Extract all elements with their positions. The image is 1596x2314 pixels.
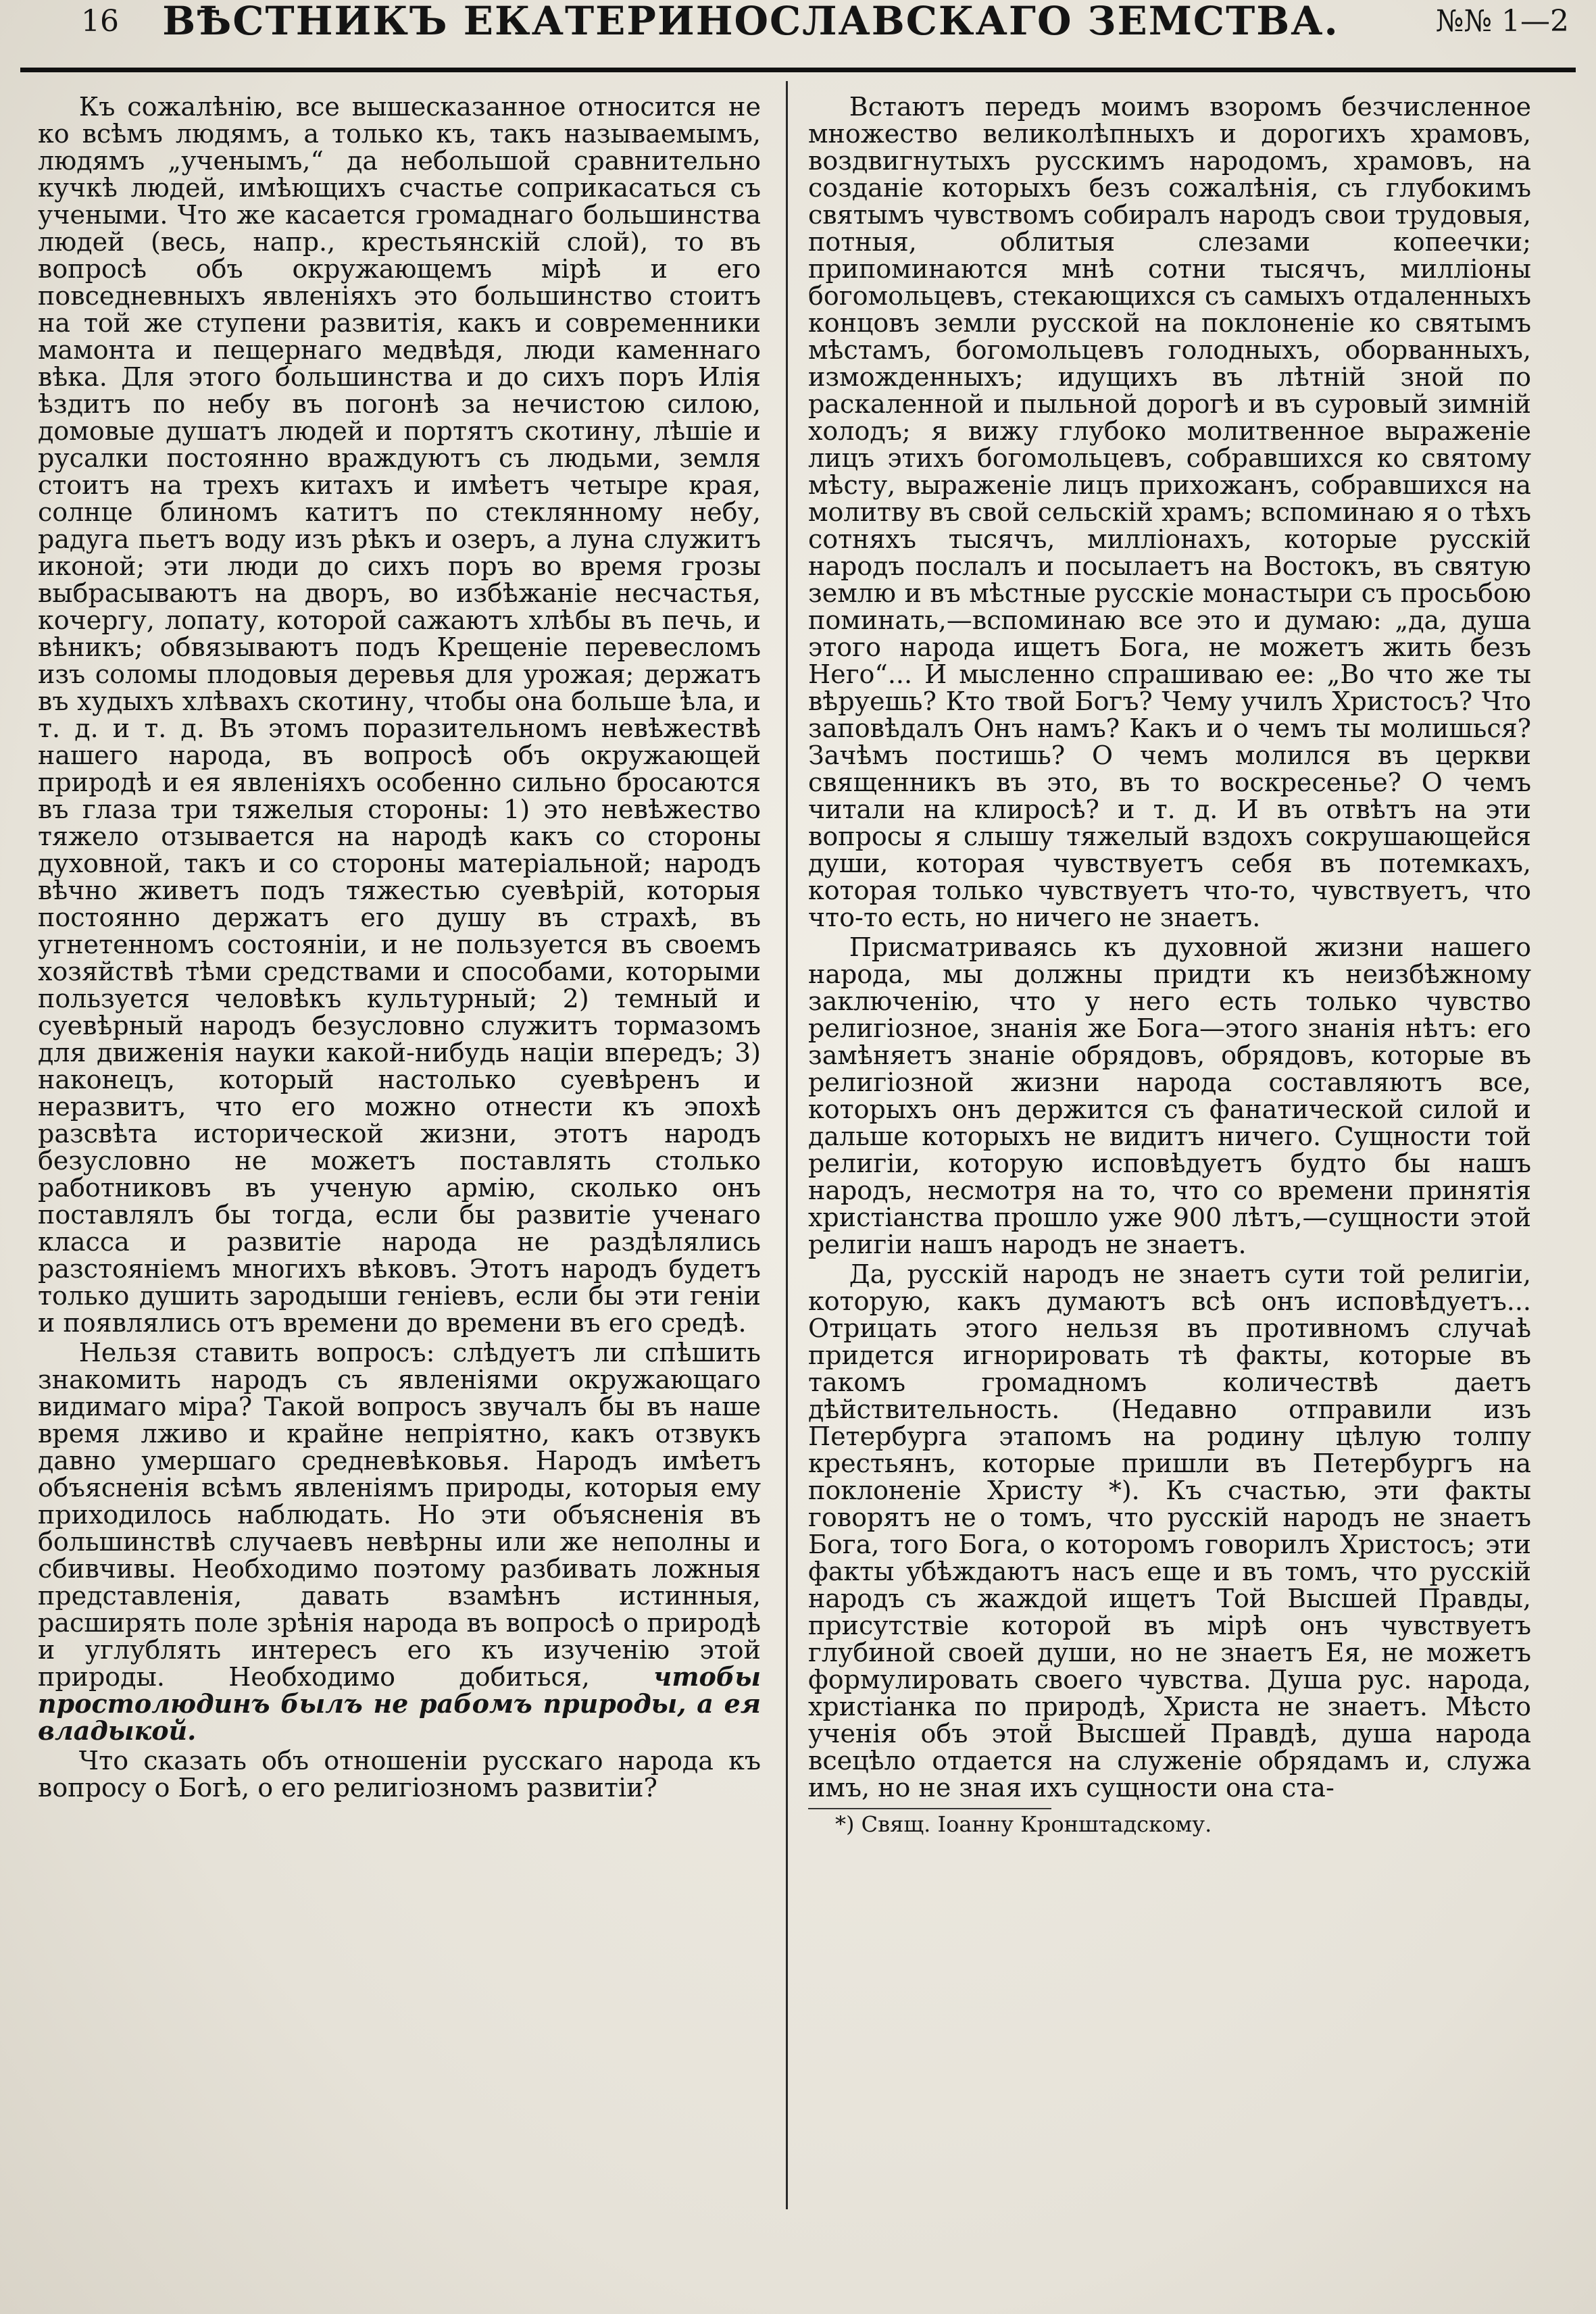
- right-column: [808, 93, 1531, 2289]
- left-paragraph-1: Къ сожалѣнію, все вышесказанное относится не ко всѣмъ людямъ, а только къ, такъ называемымъ, людямъ „ученымъ,“ да небольшой сравнительно кучкѣ людей, имѣющихъ счастье соприкасаться съ учеными. Что же касается громаднаго большинства людей (весь, напр., крестьянскій слой), то въ вопросѣ объ окружающемъ мірѣ и его повседневныхъ явленіяхъ это большинство стоитъ на той же ступени развитія, какъ и современники мамонта и пещернаго медвѣдя, люди каменнаго вѣка. Для этого большинства и до сихъ поръ Илія ѣздитъ по небу въ погонѣ за нечистою силою, домовые душатъ людей и портятъ скотину, лѣшіе и русалки постоянно враждуютъ съ людьми, земля стоитъ на трехъ китахъ и имѣетъ четыре края, солнце блиномъ катитъ по стеклянному небу, радуга пьетъ воду изъ рѣкъ и озеръ, а луна служитъ иконой; эти люди до сихъ поръ во время грозы выбрасываютъ на дворъ, во избѣжаніе несчастья, кочергу, лопату, которой сажаютъ хлѣбы въ печь, и вѣникъ; обвязываютъ подъ Крещеніе перевесломъ изъ соломы плодовыя деревья для урожая; держатъ въ худыхъ хлѣвахъ скотину, чтобы она больше ѣла, и т. д. и т. д. Въ этомъ поразительномъ невѣжествѣ нашего народа, въ вопросѣ объ окружающей природѣ и ея явленіяхъ особенно сильно бросаются въ глаза три тяжелыя стороны: 1) это невѣжество тяжело отзывается на народѣ какъ со стороны духовной, такъ и со стороны матеріальной; народъ вѣчно живетъ подъ тяжестью суевѣрій, которыя постоянно держатъ его душу въ страхѣ, въ угнетенномъ состояніи, и не пользуется въ своемъ хозяйствѣ тѣми средствами и способами, которыми пользуется человѣкъ культурный; 2) темный и суевѣрный народъ безусловно служитъ тормазомъ для движенія науки какой-нибудь націи впередъ; 3) наконецъ, который настолько суевѣренъ и неразвитъ, что его можно отнести къ эпохѣ разсвѣта исторической жизни, этотъ народъ безусловно не можетъ поставлять столько работниковъ въ ученую армію, сколько онъ поставлялъ бы тогда, если бы развитіе ученаго класса и развитіе народа не раздѣлялись разстояніемъ многихъ вѣковъ. Этотъ народъ будетъ только душить зародыши геніевъ, если бы эти геніи и появлялись отъ времени до времени въ его средѣ.: [38, 93, 761, 1338]
- column-divider: [786, 81, 788, 2209]
- page-header: [81, 0, 1569, 42]
- journal-title: ВѢСТНИКЪ ЕКАТЕРИНОСЛАВСКАГО ЗЕМСТВА.: [162, 0, 1339, 44]
- left-paragraph-2: [38, 1339, 761, 1744]
- right-paragraph-1: Встаютъ передъ моимъ взоромъ безчисленное множество великолѣпныхъ и дорогихъ храмовъ, воздвигнутыхъ русскимъ народомъ, храмовъ, на созданіе которыхъ безъ сожалѣнія, съ глубокимъ святымъ чувствомъ собиралъ народъ свои трудовыя, потныя, облитыя слезами копеечки; припоминаются мнѣ сотни тысячъ, милліоны богомольцевъ, стекающихся съ самыхъ отдаленныхъ концовъ земли русской на поклоненіе ко святымъ мѣстамъ, богомольцевъ голодныхъ, оборванныхъ, изможденныхъ; идущихъ въ лѣтній зной по раскаленной и пыльной дорогѣ и въ суровый зимній холодъ; я вижу глубоко молитвенное выраженіе лицъ этихъ богомольцевъ, собравшихся ко святому мѣсту, выраженіе лицъ прихожанъ, собравшихся на молитву въ свой сельскій храмъ; вспоминаю я о тѣхъ сотняхъ тысячъ, милліонахъ, которые русскій народъ послалъ и посылаетъ на Востокъ, въ святую землю и въ мѣстные русскіе монастыри съ просьбою поминать,—вспоминаю все это и думаю: „да, душа этого народа ищетъ Бога, не можетъ жить безъ Него“... И мысленно спрашиваю ее: „Во что же ты вѣруешь? Кто твой Богъ? Чему училъ Христосъ? Что заповѣдалъ Онъ намъ? Какъ и о чемъ ты молишься? Зачѣмъ постишь? О чемъ молился въ церкви священникъ въ это, въ то воскресенье? О чемъ читали на клиросѣ? и т. д. И въ отвѣтъ на эти вопросы я слышу тяжелый вздохъ сокрушающейся души, которая чувствуетъ себя въ потемкахъ, которая только чувствуетъ что-то, чувствуетъ, что что-то есть, но ничего не знаетъ.: [808, 93, 1531, 932]
- issue-number: №№ 1—2: [1435, 3, 1569, 39]
- right-paragraph-2: Присматриваясь къ духовной жизни нашего народа, мы должны придти къ неизбѣжному заключенію, что у него есть только чувство религіозное, знанія же Бога—этого знанія нѣтъ: его замѣняетъ знаніе обрядовъ, обрядовъ, которые въ религіозной жизни народа составляютъ все, которыхъ онъ держится съ фанатической силой и дальше которыхъ не видитъ ничего. Сущности той религіи, которую исповѣдуетъ будто бы нашъ народъ, несмотря на то, что со времени принятія христіанства прошло уже 900 лѣтъ,—сущности этой религіи нашъ народъ не знаетъ.: [808, 932, 1531, 1259]
- left-paragraph-3: Что сказать объ отношеніи русскаго народа къ вопросу о Богѣ, о его религіозномъ развитіи?: [38, 1746, 761, 1803]
- footnote: *) Свящ. Іоанну Кронштадскому.: [808, 1808, 1051, 1836]
- page-number: 16: [81, 3, 119, 39]
- left-paragraph-2-emphasis: чтобы простолюдинъ былъ не рабомъ природы, а ея владыкой.: [38, 1661, 761, 1746]
- right-paragraph-3: Да, русскій народъ не знаетъ сути той религіи, которую, какъ думаютъ всѣ онъ исповѣдуетъ... Отрицать этого нельзя въ противномъ случаѣ придется игнорировать тѣ факты, которые въ такомъ громадномъ количествѣ даетъ дѣйствительность. (Недавно отправили изъ Петербурга этапомъ на родину цѣлую толпу крестьянъ, которые пришли въ Петербургъ на поклоненіе Христу *). Къ счастью, эти факты говорятъ не о томъ, что русскій народъ не знаетъ Бога, того Бога, о которомъ говорилъ Христосъ; эти факты убѣждаютъ насъ еще и въ томъ, что русскій народъ съ жаждой ищетъ Той Высшей Правды, присутствіе которой въ мірѣ онъ чувствуетъ глубиной своей души, но не знаетъ Ея, не можетъ формулировать своего чувства. Душа рус. народа, христіанка по природѣ, Христа не знаетъ. Мѣсто ученія объ этой Высшей Правдѣ, душа народа всецѣло отдается на служеніе обрядамъ и, служа имъ, но не зная ихъ сущности она ста-: [808, 1259, 1531, 1803]
- left-paragraph-2-text: Нельзя ставить вопросъ: слѣдуетъ ли спѣшить знакомить народъ съ явленіями окружающаго видимаго міра? Такой вопросъ звучалъ бы въ наше время лживо и крайне непріятно, какъ отзвукъ давно умершаго средневѣковья. Народъ имѣетъ объясненія всѣмъ явленіямъ природы, которыя ему приходилось наблюдать. Но эти объясненія въ большинствѣ случаевъ невѣрны или же неполны и сбивчивы. Необходимо поэтому разбивать ложныя представленія, давать взамѣнъ истинныя, расширять поле зрѣнія народа въ вопросѣ о природѣ и углублять интересъ его къ изученію этой природы. Необходимо добиться,: [38, 1338, 761, 1692]
- left-column: [38, 93, 761, 2221]
- header-rule: [20, 68, 1576, 72]
